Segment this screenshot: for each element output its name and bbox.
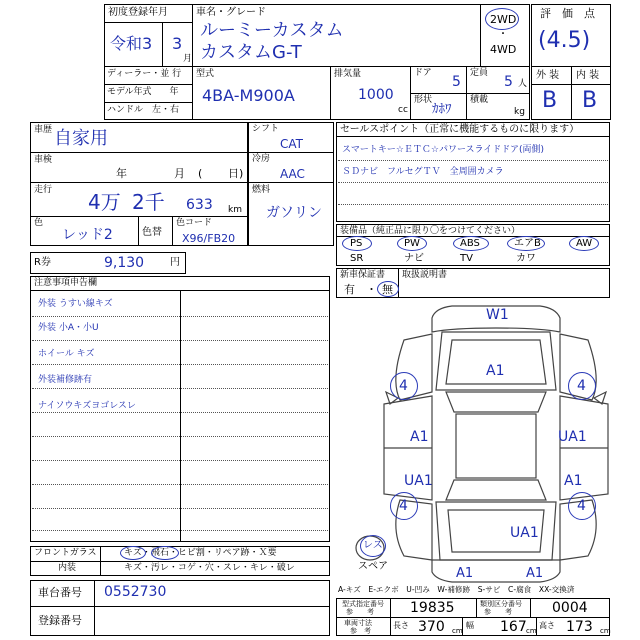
drive-sep: ・ — [498, 29, 508, 40]
drive-2wd: 2WD — [490, 13, 517, 26]
mark-a1-hood: A1 — [486, 363, 505, 379]
interior-grade: B — [582, 88, 598, 113]
equip-airbag: エアB — [514, 238, 541, 249]
mileage-sen: 2千 — [132, 190, 165, 214]
kg-unit: kg — [514, 107, 525, 117]
capacity: 5 — [504, 74, 513, 90]
sales-point-line-2: ＳＤナビ フルセグＴＶ 全周囲カメラ — [342, 167, 504, 177]
mileage-man: 4万 — [88, 190, 121, 214]
color-change-label: 色替 — [142, 227, 162, 238]
chassis-number: 0552730 — [104, 584, 167, 600]
shift-label: シフト — [252, 124, 280, 134]
mark-ua1-left-rear: UA1 — [404, 473, 433, 489]
note-line-4: 外装補修跡有 — [38, 375, 93, 385]
month-suffix: 月 — [183, 54, 193, 64]
mark-a1-bumper-right: A1 — [526, 566, 544, 581]
insp-open: ( — [198, 167, 203, 180]
category-label: 車歴 — [34, 125, 53, 135]
class-label-2: 参 考 — [484, 608, 512, 616]
fuel-label: 燃料 — [252, 185, 271, 195]
chassis-label: 車台番号 — [38, 586, 82, 599]
mark-a1-left-door: A1 — [410, 429, 429, 445]
exterior-grade: B — [542, 88, 558, 113]
displacement: 1000 — [358, 87, 394, 103]
mileage-label: 走行 — [34, 185, 53, 195]
load-label: 積載 — [470, 95, 489, 105]
yen-unit: 円 — [170, 257, 180, 268]
width-label: 幅 — [466, 621, 474, 630]
mileage-rest: 633 — [186, 197, 213, 213]
handle-label: ハンドル 左・右 — [107, 105, 180, 115]
class-label-1: 類別区分番号 — [480, 600, 522, 608]
mark-tire-rl: 4 — [399, 498, 408, 514]
warranty-value: 有 ・ — [344, 283, 377, 296]
capacity-unit: 人 — [518, 79, 528, 89]
equip-aw: AW — [576, 238, 593, 249]
equip-leather: カワ — [516, 253, 536, 264]
car-name: ルーミーカスタム — [200, 20, 344, 41]
recycle-label: R券 — [34, 257, 51, 268]
color-code: X96/FB20 — [182, 232, 236, 245]
recycle-amount: 9,130 — [104, 255, 145, 271]
equipment-label: 装備品（純正品に限り〇をつけてください） — [340, 226, 521, 236]
doors: 5 — [452, 74, 461, 90]
inspection-label: 車検 — [34, 155, 53, 165]
equip-ps: PS — [350, 238, 363, 249]
rating-label: 評 価 点 — [540, 7, 595, 20]
door-label: ドア — [414, 68, 432, 78]
note-line-3: ホイール キズ — [38, 349, 95, 359]
mark-tire-fl: 4 — [399, 378, 408, 394]
first-reg-month: 3 — [172, 34, 183, 53]
equip-tv: TV — [460, 253, 473, 264]
color: レッド2 — [62, 227, 113, 243]
ac-label: 冷房 — [252, 154, 271, 164]
color-label: 色 — [34, 218, 44, 228]
rating-value: (4.5) — [538, 28, 591, 53]
warranty-label: 新車保証書 — [340, 270, 386, 280]
model-code: 4BA-M900A — [202, 86, 295, 105]
spec-number: 19835 — [410, 600, 455, 616]
fuel: ガソリン — [266, 205, 322, 221]
reg-label: 登録番号 — [38, 614, 82, 627]
category: 自家用 — [54, 128, 108, 149]
class-number: 0004 — [552, 600, 588, 616]
shape-label: 形状 — [414, 95, 433, 105]
mark-ua1-right-door: UA1 — [558, 429, 587, 445]
dim-label: 車両寸法 — [344, 619, 372, 627]
grade: カスタムG-T — [200, 42, 302, 63]
sales-point-line-1: スマートキー☆ＥＴＣ☆パワースライドドア(両側) — [342, 145, 544, 155]
insp-month: 月 — [174, 167, 185, 180]
equip-pw: PW — [404, 238, 420, 249]
spec-label-2: 参 考 — [346, 608, 374, 616]
mark-ua1-rear: UA1 — [510, 525, 539, 541]
dealer-label: ディーラー・並 行 — [107, 69, 182, 79]
exterior-label: 外 装 — [536, 70, 560, 81]
width-value: 167 — [500, 619, 527, 635]
shape: ｶﾎﾜ — [432, 102, 452, 117]
cc-unit: cc — [398, 105, 408, 115]
ac: AAC — [280, 167, 305, 181]
car-name-label: 車名・グレード — [196, 7, 266, 18]
length-value: 370 — [418, 619, 445, 635]
height-cm: cm — [600, 627, 611, 635]
manual-label: 取扱説明書 — [402, 270, 448, 280]
mark-a1-bumper-left: A1 — [456, 566, 474, 581]
shift: CAT — [280, 137, 303, 151]
notes-label: 注意事項申告欄 — [34, 278, 98, 288]
first-reg-era-year: 令和3 — [110, 34, 153, 53]
spare-label: スペア — [358, 561, 388, 572]
km-unit: km — [228, 205, 242, 215]
insp-day: 日) — [228, 167, 244, 180]
dim-ref: 参 考 — [350, 627, 371, 635]
height-value: 173 — [566, 619, 593, 635]
note-line-5: ナイソウキズヨゴレスレ — [38, 401, 136, 411]
insp-year: 年 — [116, 167, 127, 180]
note-line-2: 外装 小A・小U — [38, 323, 99, 333]
warranty-none: 無 — [382, 283, 393, 296]
first-reg-label: 初度登録年月 — [108, 7, 168, 18]
spec-label-1: 型式指定番号 — [342, 600, 384, 608]
mark-a1-right-rear: A1 — [564, 473, 583, 489]
interior-row-label: 内装 — [58, 563, 77, 573]
spare-less: レス — [363, 540, 383, 551]
damage-legend: A-キズ E-エクボ U-凹み W-補修跡 S-サビ C-腐食 XX-交換済 — [338, 585, 575, 594]
length-cm: cm — [452, 627, 463, 635]
color-code-label: 色コード — [176, 218, 213, 228]
length-label: 長さ — [393, 621, 409, 630]
mark-tire-fr: 4 — [577, 378, 586, 394]
front-glass-label: フロントガラス — [34, 548, 97, 558]
interior-label: 内 装 — [576, 70, 600, 81]
capacity-label: 定員 — [470, 68, 489, 78]
note-line-1: 外装 うすい線キズ — [38, 299, 113, 309]
mark-tire-rr: 4 — [577, 498, 586, 514]
drive-4wd: 4WD — [490, 43, 517, 56]
equip-sr: SR — [350, 253, 364, 264]
model-label: 型式 — [196, 69, 215, 79]
mark-w1: W1 — [486, 307, 509, 323]
model-year-label: モデル年式 年 — [107, 87, 179, 97]
interior-options: キズ・汚レ・コゲ・穴・スレ・キレ・破レ — [124, 563, 295, 573]
height-label: 高さ — [539, 621, 555, 630]
width-cm: cm — [526, 627, 537, 635]
front-glass-options: キズ・飛石・ヒビ割・リペア跡・Ｘ要 — [124, 548, 277, 558]
equip-navi: ナビ — [404, 253, 424, 264]
displacement-label: 排気量 — [334, 69, 362, 79]
sales-points-label: セールスポイント（正常に機能するものに限ります） — [340, 124, 580, 135]
equip-abs: ABS — [460, 238, 480, 249]
